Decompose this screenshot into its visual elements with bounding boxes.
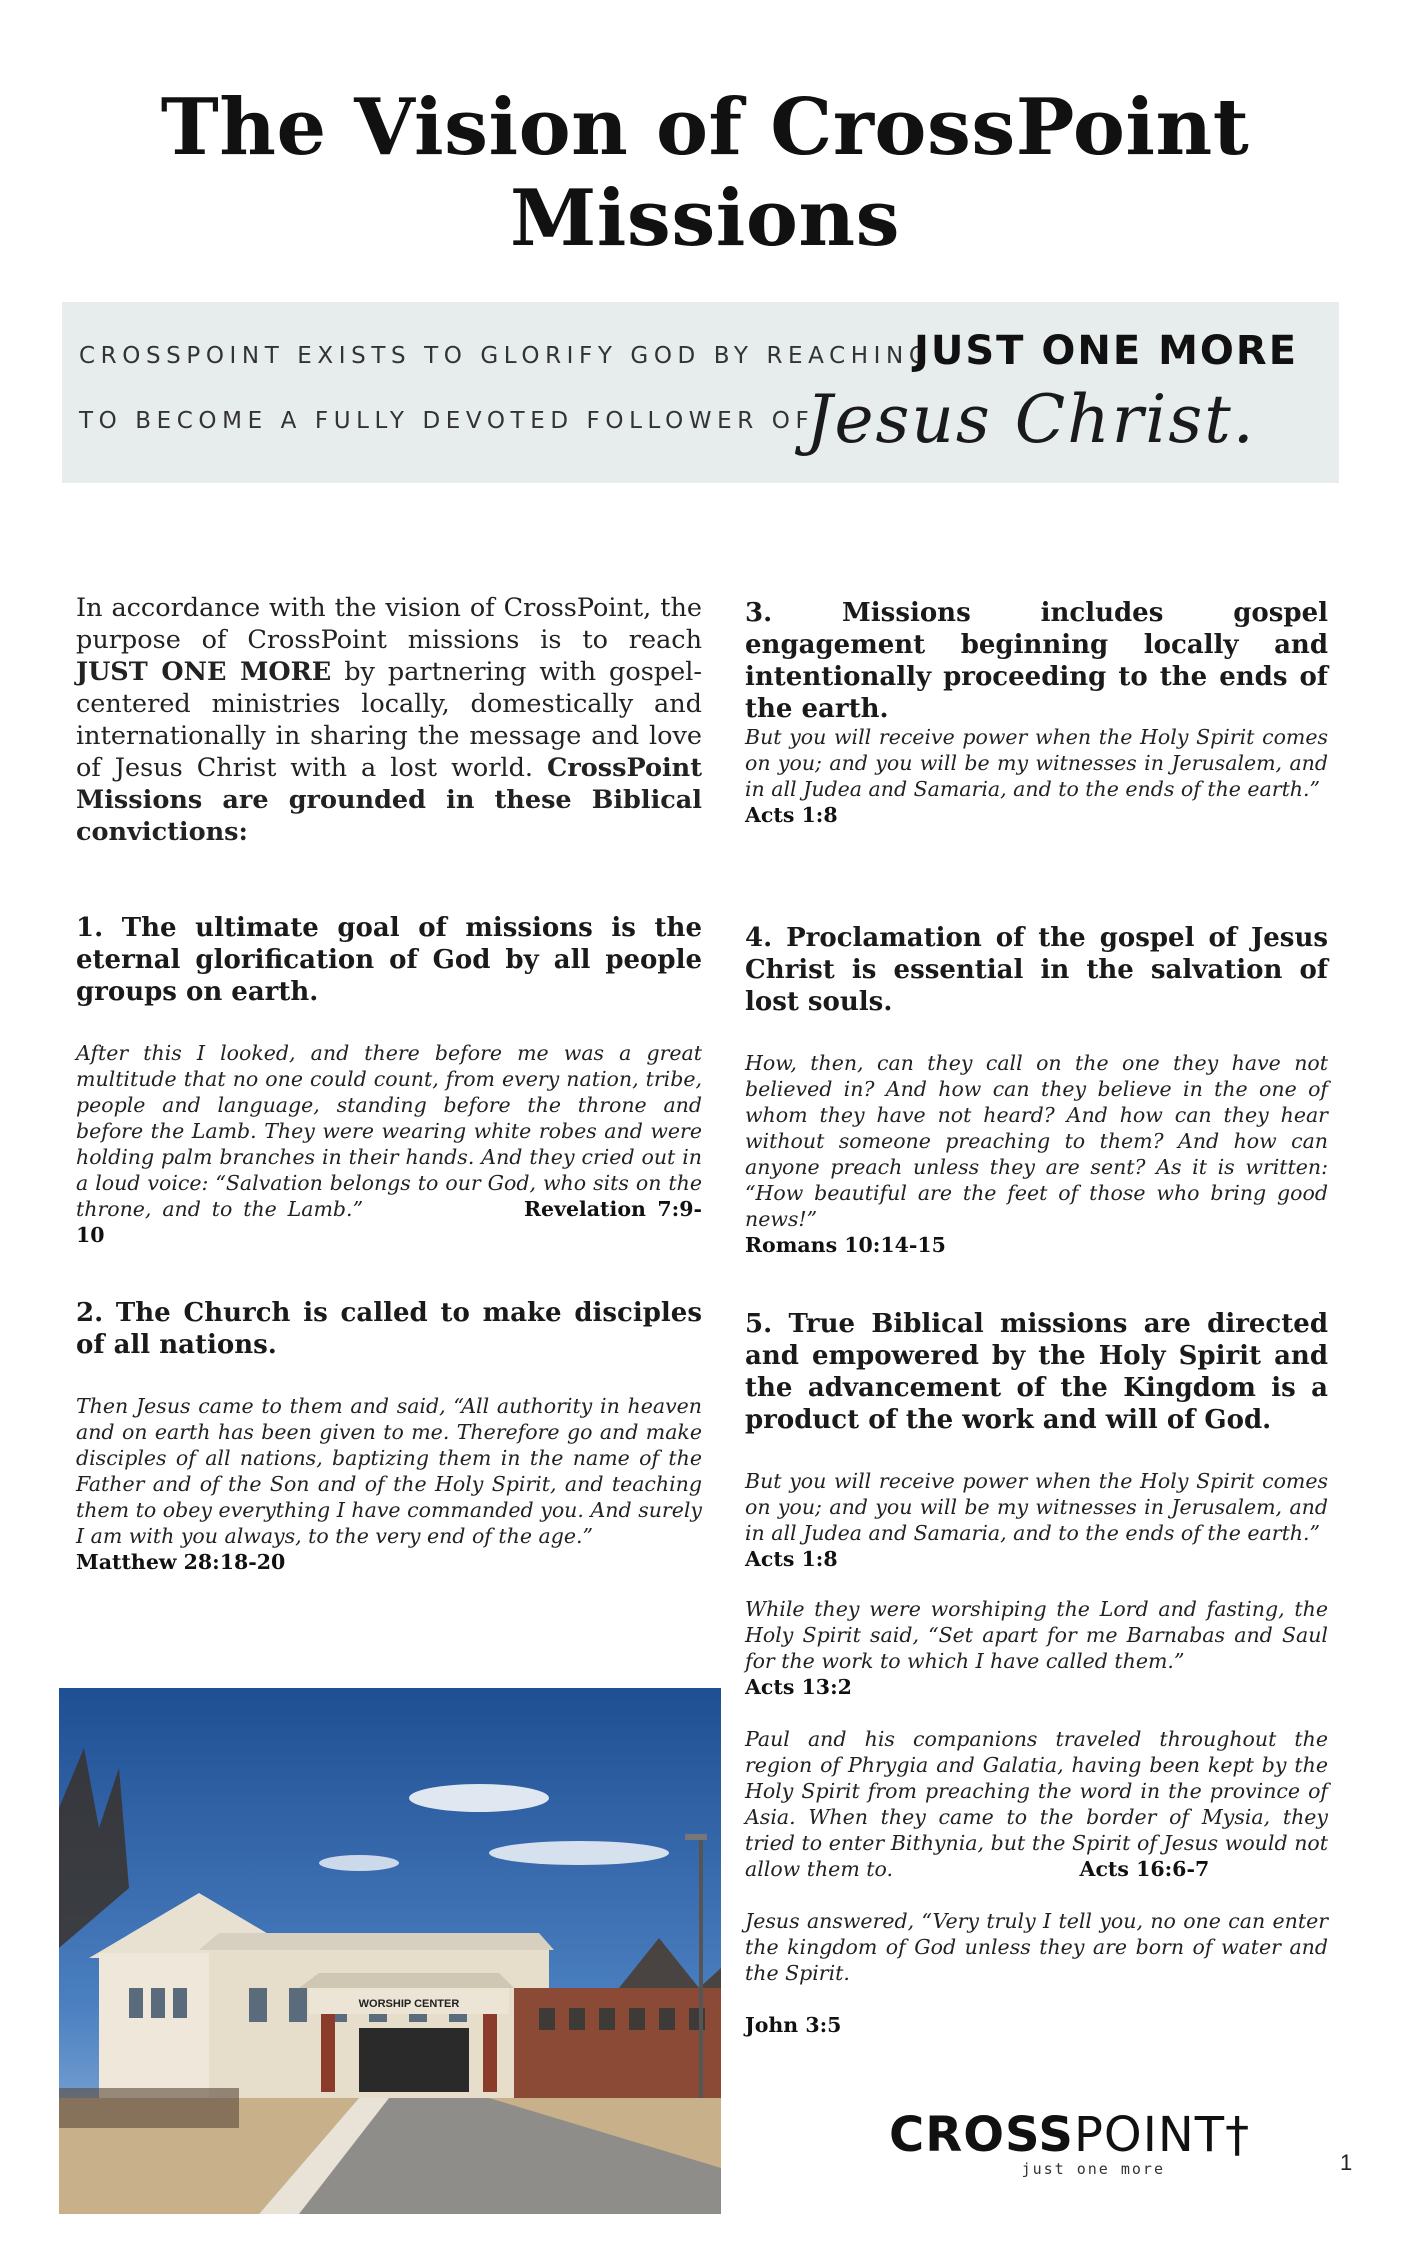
worship-center-sign: WORSHIP CENTER	[358, 1998, 460, 2010]
conviction-3-quote	[745, 724, 1328, 828]
conviction-4-heading: 4. Proclamation of the gospel of Jesus Christ is essential in the salvation of lost souls.	[745, 923, 1328, 1017]
conviction-1-ref: Revelation 7:9-10	[76, 1197, 702, 1247]
conviction-1-quote	[76, 1040, 702, 1248]
logo-wordmark	[889, 2107, 1251, 2163]
conviction-5-quote-3	[745, 1726, 1328, 1882]
conviction-5-quote-4	[745, 1908, 1328, 1986]
conviction-4-quote-text: How, then, can they call on the one they have not believed in? And how can they believe in the one of whom they have not heard? And how can they hear without someone preaching to them? And how can anyone preach unless they are sent? As it is written: “How beautiful are the feet of those who bring good news!”	[745, 1051, 1328, 1231]
conviction-3-quote-text: But you will receive power when the Holy Spirit comes on you; and you will be my witnesses in Jerusalem, and in all Judea and Samaria, and to the ends of the earth.”	[745, 725, 1328, 801]
conviction-5-quote-2-text: While they were worshiping the Lord and fasting, the Holy Spirit said, “Set apart for me Barnabas and Saul for the work to which I have called them.”	[745, 1597, 1328, 1673]
conviction-3-heading: 3. Missions includes gospel engagement beginning locally and intentionally proceeding to the ends of the earth.	[745, 598, 1328, 724]
intro-paragraph	[76, 592, 702, 848]
banner-script-text: Jesus Christ.	[806, 381, 1256, 458]
conviction-5-quote-1	[745, 1468, 1328, 1572]
conviction-5-ref-1: Acts 1:8	[745, 1547, 838, 1571]
conviction-4-quote	[745, 1050, 1328, 1258]
banner-line-2: TO BECOME A FULLY DEVOTED FOLLOWER OF	[79, 408, 815, 434]
conviction-2-ref: Matthew 28:18-20	[76, 1550, 286, 1574]
banner-line-1: CROSSPOINT EXISTS TO GLORIFY GOD BY REACHING	[79, 343, 933, 369]
conviction-2-heading: 2. The Church is called to make disciples of all nations.	[76, 1298, 702, 1360]
conviction-5-quote-2	[745, 1596, 1328, 1700]
conviction-5-ref-3: Acts 16:6-7	[1079, 1857, 1210, 1881]
logo-word-light: POINT	[1073, 2107, 1226, 2163]
conviction-5-quote-3-text: Paul and his companions traveled throughout the region of Phrygia and Galatia, having been kept by the Holy Spirit from preaching the word in the province of Asia. When they came to the border of Mysia, they tried to enter Bithynia, but the Spirit of Jesus would not allow them to.	[745, 1727, 1328, 1881]
banner-highlight: JUST ONE MORE	[914, 328, 1299, 374]
conviction-1-heading: 1. The ultimate goal of missions is the eternal glorification of God by all people groups on earth.	[76, 913, 702, 1007]
conviction-5-heading: 5. True Biblical missions are directed and empowered by the Holy Spirit and the advancement of the Kingdom is a product of the work and will of God.	[745, 1309, 1328, 1435]
church-photo	[59, 1688, 721, 2214]
intro-bold-2: CrossPoint Missions are grounded in these Biblical convictions:	[76, 753, 702, 847]
conviction-2-quote-text: Then Jesus came to them and said, “All authority in heaven and on earth has been given to me. Therefore go and make disciples of all nations, baptizing them in the name of the Father and of the Son and of the Holy Spirit, and teaching them to obey everything I have commanded you. And surely I am with you always, to the very end of the age.”	[76, 1394, 702, 1548]
conviction-3-ref: Acts 1:8	[745, 803, 838, 827]
intro-text-2: by partnering with gospel-centered ministries locally, domestically and internationally in sharing the message and love of Jesus Christ with a lost world.	[76, 657, 702, 783]
conviction-2-quote	[76, 1393, 702, 1575]
crosspoint-logo	[889, 2107, 1251, 2178]
vision-banner	[62, 302, 1339, 483]
intro-bold-1: JUST ONE MORE	[76, 657, 332, 687]
conviction-4-ref: Romans 10:14-15	[745, 1233, 946, 1257]
page-number: 1	[1340, 2150, 1353, 2175]
logo-tagline: just one more	[1021, 2160, 1165, 2178]
conviction-1-quote-text: After this I looked, and there before me was a great multitude that no one could count, from every nation, tribe, people and language, standing before the throne and before the Lamb. They were wearing white robes and were holding palm branches in their hands. And they cried out in a loud voice: “Salvation belongs to our God, who sits on the throne, and to the Lamb.”	[76, 1041, 702, 1221]
conviction-5-ref-2: Acts 13:2	[745, 1675, 852, 1699]
logo-word-bold: CROSS	[889, 2107, 1074, 2163]
conviction-5-quote-4-text: Jesus answered, “Very truly I tell you, no one can enter the kingdom of God unless they are born of water and the Spirit.	[745, 1909, 1328, 1985]
conviction-5-ref-4: John 3:5	[745, 2013, 842, 2037]
page-title: The Vision of CrossPoint Missions	[160, 82, 1250, 264]
intro-text-1: In accordance with the vision of CrossPoint, the purpose of CrossPoint missions is to reach	[76, 593, 702, 655]
conviction-5-quote-1-text: But you will receive power when the Holy Spirit comes on you; and you will be my witnesses in Jerusalem, and in all Judea and Samaria, and to the ends of the earth.”	[745, 1469, 1328, 1545]
cross-icon: †	[1225, 2107, 1251, 2163]
